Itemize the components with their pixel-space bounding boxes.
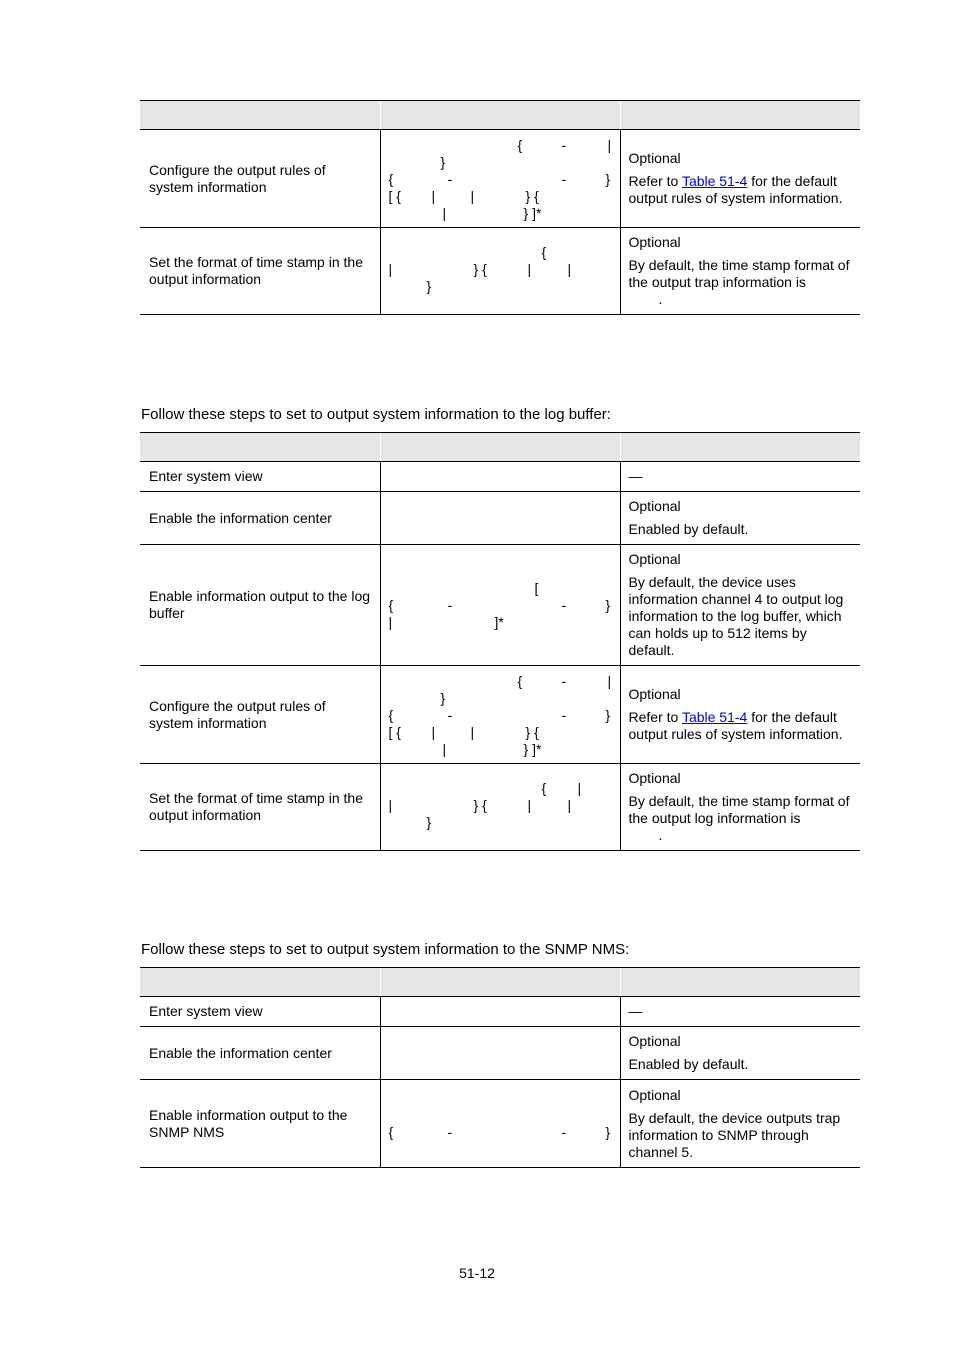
command-cell [380, 130, 620, 228]
table-row [140, 997, 860, 1027]
table-snmp-output [140, 967, 860, 1168]
syntax-symbol: } { [473, 797, 487, 813]
syntax-symbol: - [447, 1124, 453, 1140]
table-trap-output [140, 100, 860, 315]
syntax-symbol: - [561, 171, 567, 187]
page-number: 51-12 [459, 1265, 495, 1281]
syntax-symbol: | [442, 741, 447, 757]
table-row [140, 764, 860, 851]
remarks-line: Optional [628, 234, 681, 250]
syntax-symbol: | [567, 261, 572, 277]
syntax-symbol: } ]* [523, 741, 542, 757]
syntax-symbol: | [607, 673, 612, 689]
operation-cell: Enter system view [140, 997, 380, 1027]
syntax-symbol: } { [473, 261, 487, 277]
syntax-symbol: | [388, 797, 393, 813]
remarks-line: By default, the time stamp format of the output log information is [628, 793, 850, 826]
remarks-cell [620, 130, 860, 228]
table-link[interactable]: Table 51-4 [681, 709, 748, 725]
remarks-cell [620, 228, 860, 315]
operation-cell: Configure the output rules of system information [140, 130, 380, 228]
remarks-line: Refer to Table 51-4 for the default output rules of system information. [628, 709, 843, 742]
operation-cell: Enable information output to the log buffer [140, 545, 380, 666]
table-row [140, 130, 860, 228]
syntax-symbol: } [426, 278, 432, 294]
syntax-symbol: [ { [388, 724, 401, 740]
table-row [140, 545, 860, 666]
syntax-symbol: ]* [494, 614, 504, 630]
remarks-line: Optional [628, 686, 681, 702]
syntax-symbol: } [605, 597, 611, 613]
syntax-symbol: | [577, 780, 582, 796]
remarks-line: Enabled by default. [628, 521, 749, 537]
remarks-line: Optional [628, 1033, 681, 1049]
syntax-symbol: [ { [388, 188, 401, 204]
remarks-line: Optional [628, 150, 681, 166]
remarks-cell [620, 545, 860, 666]
syntax-symbol: { [388, 597, 394, 613]
section-intro: Follow these steps to set to output system information to the log buffer: [141, 406, 611, 423]
syntax-symbol: - [561, 137, 567, 153]
operation-cell: Set the format of time stamp in the output information [140, 228, 380, 315]
syntax-symbol: } [605, 707, 611, 723]
syntax-symbol: } [440, 154, 446, 170]
table-row [140, 228, 860, 315]
syntax-symbol: } { [525, 188, 539, 204]
table-row [140, 492, 860, 545]
syntax-symbol: { [388, 1124, 394, 1140]
table-row [140, 666, 860, 764]
syntax-symbol: } [605, 1124, 611, 1140]
syntax-symbol: | [431, 188, 436, 204]
remarks-line: By default, the time stamp format of the output trap information is [628, 257, 850, 290]
remarks-line: Optional [628, 498, 681, 514]
syntax-symbol: - [561, 707, 567, 723]
syntax-symbol: | [388, 261, 393, 277]
command-cell [380, 228, 620, 315]
syntax-symbol: { [541, 780, 547, 796]
table-header-row [140, 968, 860, 997]
remarks-line: Refer to Table 51-4 for the default output rules of system information. [628, 173, 843, 206]
syntax-symbol: } { [525, 724, 539, 740]
remarks-line: Optional [628, 551, 681, 567]
remarks-cell [620, 764, 860, 851]
syntax-symbol: - [447, 707, 453, 723]
remarks-line: Optional [628, 770, 681, 786]
syntax-symbol: | [431, 724, 436, 740]
remarks-line: Optional [628, 1086, 681, 1103]
operation-cell: Set the format of time stamp in the output information [140, 764, 380, 851]
syntax-symbol: | [388, 614, 393, 630]
syntax-symbol: } [440, 690, 446, 706]
command-cell [380, 492, 620, 545]
syntax-symbol: | [607, 137, 612, 153]
syntax-symbol: } [426, 814, 432, 830]
syntax-symbol: { [517, 137, 523, 153]
syntax-symbol: } [605, 171, 611, 187]
syntax-symbol: { [388, 707, 394, 723]
command-cell [380, 1027, 620, 1080]
remarks-line: . [658, 827, 663, 843]
syntax-symbol: | [567, 797, 572, 813]
command-cell [380, 997, 620, 1027]
remarks-line: Enabled by default. [628, 1056, 749, 1072]
remarks-cell [620, 666, 860, 764]
syntax-symbol: | [442, 205, 447, 221]
remarks-cell [620, 1027, 860, 1080]
command-cell [380, 764, 620, 851]
remarks-line: By default, the device outputs trap information to SNMP through channel 5. [628, 1109, 841, 1160]
operation-cell: Enable the information center [140, 492, 380, 545]
syntax-symbol: - [447, 171, 453, 187]
syntax-symbol: [ [534, 580, 539, 596]
syntax-symbol: { [388, 171, 394, 187]
syntax-symbol: | [527, 797, 532, 813]
syntax-symbol: { [541, 244, 547, 260]
remarks-cell: — [620, 997, 860, 1027]
operation-cell: Enter system view [140, 462, 380, 492]
syntax-symbol: } ]* [523, 205, 542, 221]
command-cell [380, 462, 620, 492]
table-header-row [140, 433, 860, 462]
syntax-symbol: | [470, 188, 475, 204]
syntax-symbol: | [527, 261, 532, 277]
command-cell [380, 1080, 620, 1168]
operation-cell: Configure the output rules of system information [140, 666, 380, 764]
table-row [140, 1027, 860, 1080]
remarks-cell [620, 492, 860, 545]
remarks-cell: — [620, 462, 860, 492]
table-link[interactable]: Table 51-4 [681, 173, 748, 189]
operation-cell: Enable information output to the SNMP NMS [140, 1080, 380, 1168]
remarks-line: . [658, 291, 663, 307]
table-row [140, 1080, 860, 1168]
table-row [140, 462, 860, 492]
syntax-symbol: - [561, 597, 567, 613]
syntax-symbol: | [470, 724, 475, 740]
command-cell [380, 666, 620, 764]
operation-cell: Enable the information center [140, 1027, 380, 1080]
command-cell [380, 545, 620, 666]
syntax-symbol: - [447, 597, 453, 613]
syntax-symbol: - [561, 1124, 567, 1140]
remarks-line: By default, the device uses information channel 4 to output log information to the log buffer, which can holds up to 512 items by default. [628, 574, 844, 658]
syntax-symbol: - [561, 673, 567, 689]
table-log-buffer-output [140, 432, 860, 851]
table-header-row [140, 101, 860, 130]
section-intro: Follow these steps to set to output system information to the SNMP NMS: [141, 941, 630, 958]
remarks-cell [620, 1080, 860, 1168]
syntax-symbol: { [517, 673, 523, 689]
